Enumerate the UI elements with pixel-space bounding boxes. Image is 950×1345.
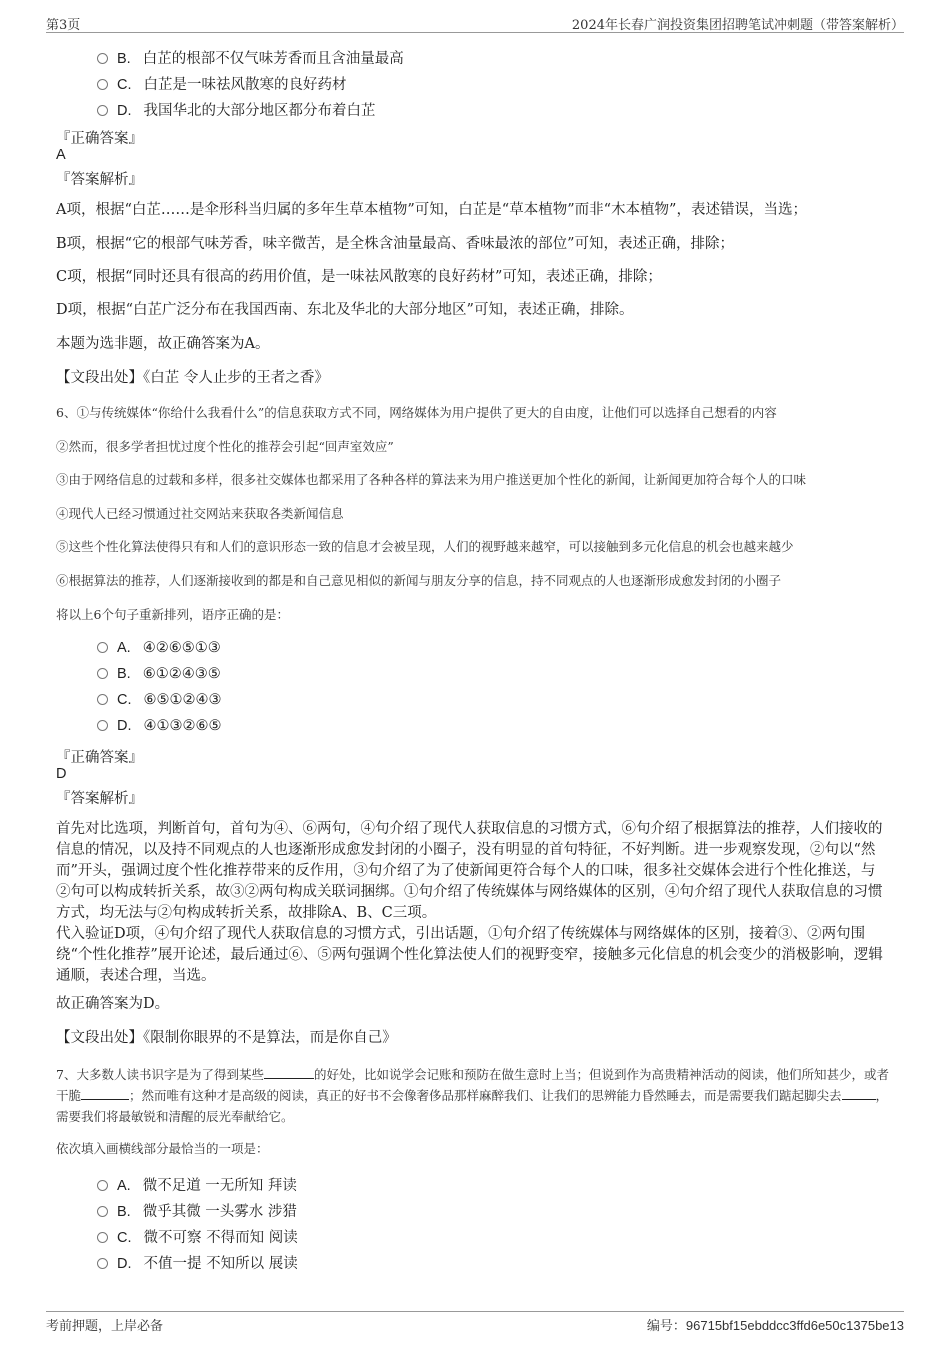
q5-analysis-d: D项，根据“白芷广泛分布在我国西南、东北及华北的大部分地区”可知，表述正确，排除。 (56, 302, 634, 318)
q5-source: 【文段出处】《白芷 令人止步的王者之香》 (56, 370, 329, 386)
document-code: 编号：96715bf15ebddcc3ffd6e50c1375be13 (646, 1318, 904, 1334)
q6-option-b[interactable]: B. ⑥①②④③⑤ (97, 666, 221, 688)
q6-source: 【文段出处】《限制你眼界的不是算法，而是你自己》 (56, 1030, 397, 1046)
q7-prompt: 依次填入画横线部分最恰当的一项是： (56, 1141, 269, 1156)
radio-icon[interactable] (97, 1232, 108, 1243)
q6-sentence-5: ⑤这些个性化算法使得只有和人们的意识形态一致的信息才会被呈现，人们的视野越来越窄，可以接触到多元化信息的机会也越来越少 (56, 539, 794, 554)
q7-option-d[interactable]: D. 不值一提 不知所以 展读 (97, 1252, 298, 1274)
radio-icon[interactable] (97, 1180, 108, 1191)
radio-icon[interactable] (97, 694, 108, 705)
radio-icon[interactable] (97, 1258, 108, 1269)
q7-option-b[interactable]: B. 微乎其微 一头雾水 涉猎 (97, 1200, 297, 1222)
radio-icon[interactable] (97, 105, 108, 116)
q5-option-d[interactable]: D. 我国华北的大部分地区都分布着白芷 (97, 99, 376, 121)
q6-sentence-6: ⑥根据算法的推荐，人们逐渐接收到的都是和自己意见相似的新闻与朋友分享的信息，持不同观点的人也逐渐形成愈发封闭的小圈子 (56, 573, 782, 588)
q7-option-c[interactable]: C. 微不可察 不得而知 阅读 (97, 1226, 298, 1248)
q6-sentence-3: ③由于网络信息的过载和多样，很多社交媒体也都采用了各种各样的算法来为用户推送更加个性化的新闻，让新闻更加符合每个人的口味 (56, 472, 807, 487)
q6-answer: D (56, 766, 67, 782)
q6-sentence-2: ②然而，很多学者担忧过度个性化的推荐会引起“回声室效应” (56, 439, 394, 454)
q5-analysis-a: A项，根据“白芷……是伞形科当归属的多年生草本植物”可知，白芷是“草本植物”而非“木本植物”，表述错误，当选； (56, 202, 807, 218)
blank-3 (842, 1085, 876, 1100)
radio-icon[interactable] (97, 1206, 108, 1217)
q5-answer: A (56, 147, 66, 163)
q6-option-d[interactable]: D. ④①③②⑥⑤ (97, 718, 222, 740)
radio-icon[interactable] (97, 79, 108, 90)
blank-2 (81, 1085, 129, 1100)
q6-sentence-4: ④现代人已经习惯通过社交网站来获取各类新闻信息 (56, 506, 344, 521)
q5-option-b[interactable]: B. 白芷的根部不仅气味芳香而且含油量最高 (97, 47, 404, 69)
radio-icon[interactable] (97, 720, 108, 731)
q6-analysis-label: 『答案解析』 (56, 791, 143, 807)
page-footer (46, 1311, 904, 1336)
q5-analysis-c: C项，根据“同时还具有很高的药用价值，是一味祛风散寒的良好药材”可知，表述正确，排除； (56, 269, 662, 285)
q6-analysis-1: 首先对比选项，判断首句，首句为④、⑥两句，④句介绍了现代人获取信息的习惯方式，⑥句介绍了根据算法的推荐，人们接收的信息的情况，以及持不同观点的人也逐渐形成愈发封闭的小圈子，没有明显的首句特征，不好判断。进一步观察发现，②句以“然而”开头，强调过度个性化推荐带来的反作用，③句介绍了为了使新闻更符合每个人的口味，很多社交媒体会进行个性化推送，与②句可以构成转折关系，故③②两句构成关联词捆绑。①句介绍了传统媒体与网络媒体的区别，④句介绍了现代人获取信息的习惯方式，均无法与②句构成转折关系，故排除A、B、C三项。 (56, 821, 883, 921)
q6-sentence-1: 6、①与传统媒体“你给什么我看什么”的信息获取方式不同，网络媒体为用户提供了更大的自由度，让他们可以选择自己想看的内容 (56, 405, 777, 420)
q6-analysis-2: 代入验证D项，④句介绍了现代人获取信息的习惯方式，引出话题，①句介绍了传统媒体与网络媒体的区别，接着③、②两句围绕“个性化推荐”展开论述，最后通过⑥、⑤两句强调个性化算法使人们的视野变窄，接触多元化信息的机会变少的消极影响，逻辑通顺，表述合理，当选。 (56, 926, 883, 984)
page-number: 第3页 (46, 18, 81, 33)
q5-analysis-b: B项，根据“它的根部气味芳香，味辛微苦，是全株含油量最高、香味最浓的部位”可知，表述正确，排除； (56, 236, 734, 252)
page-header (46, 12, 904, 33)
q6-answer-label: 『正确答案』 (56, 750, 143, 766)
q5-analysis-label: 『答案解析』 (56, 172, 143, 188)
q6-option-c[interactable]: C. ⑥⑤①②④③ (97, 692, 222, 714)
radio-icon[interactable] (97, 642, 108, 653)
q6-prompt: 将以上6个句子重新排列，语序正确的是： (56, 607, 289, 622)
blank-1 (264, 1064, 314, 1079)
q5-conclusion: 本题为选非题，故正确答案为A。 (56, 336, 270, 352)
q6-conclusion: 故正确答案为D。 (56, 996, 170, 1012)
q5-answer-label: 『正确答案』 (56, 131, 143, 147)
q7-option-a[interactable]: A. 微不足道 一无所知 拜读 (97, 1174, 297, 1196)
radio-icon[interactable] (97, 668, 108, 679)
document-title: 2024年长春广润投资集团招聘笔试冲刺题（带答案解析） (571, 18, 904, 33)
q5-option-c[interactable]: C. 白芷是一味祛风散寒的良好药材 (97, 73, 347, 95)
radio-icon[interactable] (97, 53, 108, 64)
q6-option-a[interactable]: A. ④②⑥⑤①③ (97, 640, 221, 662)
q7-stem: 7、大多数人读书识字是为了得到某些 的好处，比如说学会记账和预防在做生意时上当；但说到作为高贵精神活动的阅读，他们所知甚少，或者干脆 ；然而唯有这种才是高级的阅读，真正的好书不会像奢侈品那样麻醉我们、让我们的思辨能力昏然睡去，而是需要我们踮起脚尖去 ，需要我们将最敏锐和清醒的辰光奉献给它。 (56, 1064, 896, 1127)
footer-slogan: 考前押题，上岸必备 (46, 1319, 164, 1334)
